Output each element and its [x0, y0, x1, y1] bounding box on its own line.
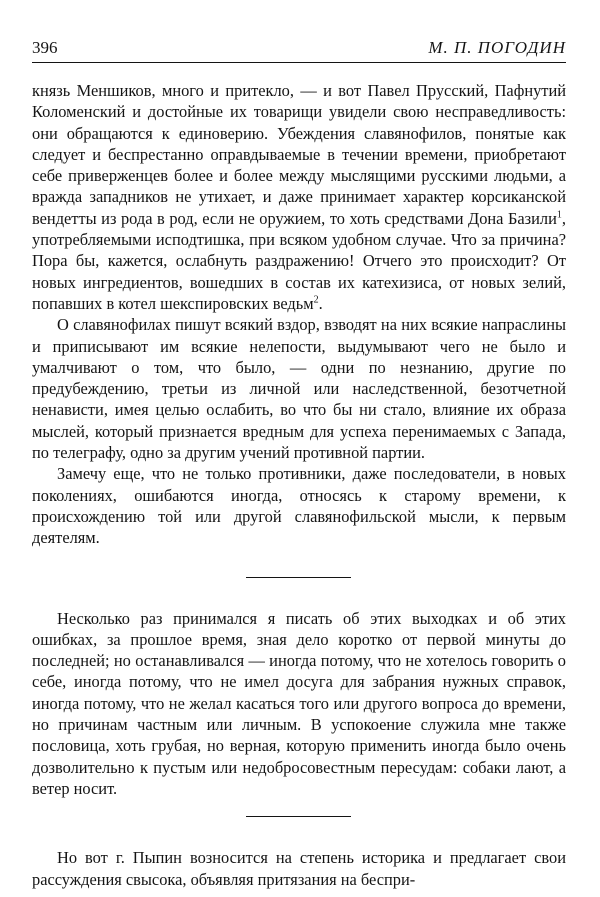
paragraph-text: князь Меншиков, много и притекло, — и вот Павел Прусский, Пафнутий Коломенский и достойные их товарищи увидели свою несправедливость: они обращаются к единоверию. Убеждения славянофилов, понятые как следует и беспрестанно оправдываемые в течении времени, приобретают себе приверженцев более и более между мыслящими русскими людьми, а вражда западников не утихает, и даже принимает характер корсиканской вендетты из рода в род, если не оружием, то хоть средствами Дона Базили	[32, 81, 566, 228]
paragraph-continued	[32, 80, 566, 314]
running-title: М. П. ПОГОДИН	[428, 38, 566, 57]
paragraph-text: , употребляемыми исподтишка, при всяком удобном случае. Что за причина? Пора бы, кажется, ослабнуть раздражению! Отчего это происходит? От новых ингредиентов, вошедших в состав их катехизиса, от новых зелий, попавших в котел шекспировских ведьм	[32, 208, 566, 313]
paragraph: О славянофилах пишут всякий вздор, взводят на них всякие напраслины и приписывают им всякие нелепости, выдумывают чего не было и умалчивают о том, что было, — одни по незнанию, другие по предубеждению, третьи из личной или наследственной, безотчетной ненависти, имея целью ослабить, во что бы ни стало, влияние их образа мыслей, который признается вредным для успеха перенимаемых с Запада, по телеграфу, одно за другим учений противной партии.	[32, 315, 566, 463]
page-number: 396	[32, 38, 58, 57]
section-divider	[246, 577, 351, 578]
running-header	[32, 38, 566, 63]
body-text	[32, 80, 566, 890]
footnote-mark: 1	[556, 209, 562, 221]
paragraph-text: .	[318, 293, 323, 313]
section-divider	[246, 816, 351, 817]
paragraph: Несколько раз принимался я писать об этих выходках и об этих ошибках, за прошлое время, зная дело коротко от первой минуты до последней; но останавливался — иногда потому, что не хотелось говорить о себе, иногда потому, что не имел досуга для забрания нужных справок, иногда потому, что не желал касаться того или другого вопроса до времени, но причинам частным или личным. В успокоение служила мне также пословица, хоть грубая, но верная, которую применить иногда было очень дозволительно к пустым или недобросовестным пересудам: собаки лают, а ветер носит.	[32, 608, 566, 798]
paragraph: Но вот г. Пыпин возносится на степень историка и предлагает свои рассуждения свысока, объявляя притязания на беспри-	[32, 848, 566, 889]
footnote-mark: 2	[313, 294, 319, 306]
paragraph: Замечу еще, что не только противники, даже последователи, в новых поколениях, ошибаются иногда, относясь к старому времени, к происхождению той или другой славянофильской мысли, к первым деятелям.	[32, 464, 566, 548]
